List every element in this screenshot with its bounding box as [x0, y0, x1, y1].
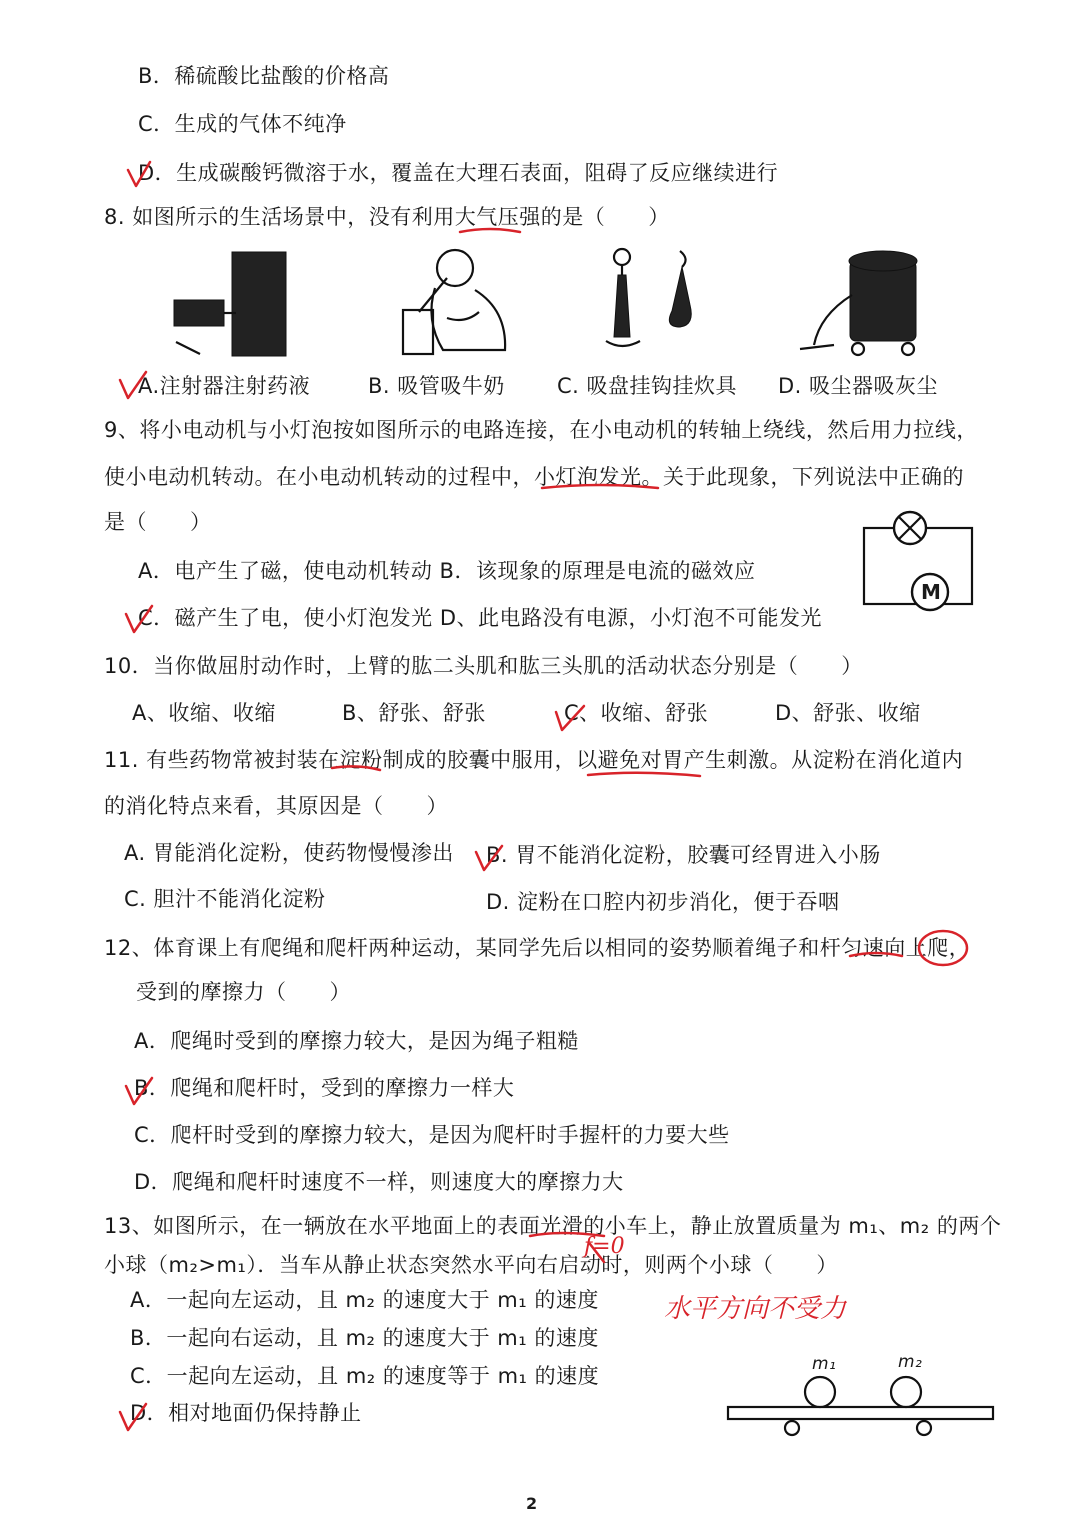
q10-stem: 10．当你做屈肘动作时，上臂的肱二头肌和肱三头肌的活动状态分别是（ ）: [104, 654, 863, 678]
q10-option-d: D、舒张、收缩: [775, 701, 921, 725]
q12-option-d: D．爬绳和爬杆时速度不一样，则速度大的摩擦力大: [134, 1170, 624, 1194]
q13-line-1: 13、如图所示，在一辆放在水平地面上的表面光滑的小车上，静止放置质量为 m₁、m₂ 的两个: [104, 1214, 1002, 1238]
q8-option-a: A.注射器注射药液: [138, 374, 311, 398]
q11-option-a: A. 胃能消化淀粉，使药物慢慢渗出: [124, 841, 454, 865]
q13-option-b: B．一起向右运动，且 m₂ 的速度大于 m₁ 的速度: [130, 1326, 599, 1350]
q12-line-1: 12、体育课上有爬绳和爬杆两种运动，某同学先后以相同的姿势顺着绳子和杆匀速向上爬，: [104, 936, 971, 960]
q9-options-ab: A．电产生了磁，使电动机转动 B．该现象的原理是电流的磁效应: [138, 559, 756, 583]
q10-option-a: A、收缩、收缩: [132, 701, 276, 725]
q12-option-c: C．爬杆时受到的摩擦力较大，是因为爬杆时手握杆的力要大些: [134, 1123, 730, 1147]
q7-option-d: D．生成碳酸钙微溶于水，覆盖在大理石表面，阻碍了反应继续进行: [138, 161, 779, 185]
q11-line-1: 11. 有些药物常被封装在淀粉制成的胶囊中服用，以避免对胃产生刺激。从淀粉在消化道内: [104, 748, 964, 772]
q13-option-a: A．一起向左运动，且 m₂ 的速度大于 m₁ 的速度: [130, 1288, 599, 1312]
q13-option-d: D．相对地面仍保持静止: [130, 1401, 362, 1425]
q11-option-b: B. 胃不能消化淀粉，胶囊可经胃进入小肠: [486, 843, 881, 867]
q10-option-c: C、收缩、舒张: [564, 701, 709, 725]
q13-option-c: C．一起向左运动，且 m₂ 的速度等于 m₁ 的速度: [130, 1364, 600, 1388]
q11-option-d: D. 淀粉在口腔内初步消化，便于吞咽: [486, 890, 840, 914]
q12-option-a: A．爬绳时受到的摩擦力较大，是因为绳子粗糙: [134, 1029, 579, 1053]
q9-line-2: 使小电动机转动。在小电动机转动的过程中，小灯泡发光。关于此现象，下列说法中正确的: [104, 465, 964, 489]
handwritten-note: 水平方向不受力: [664, 1294, 847, 1324]
q11-line-2: 的消化特点来看，其原因是（ ）: [104, 794, 448, 818]
q9-line-1: 9、将小电动机与小灯泡按如图所示的电路连接，在小电动机的转轴上绕线，然后用力拉线，: [104, 418, 978, 442]
q11-option-c: C. 胆汁不能消化淀粉: [124, 887, 326, 911]
q12-option-b: B．爬绳和爬杆时，受到的摩擦力一样大: [134, 1076, 515, 1100]
ball-m1-label: m₁: [812, 1354, 837, 1374]
q9-line-3: 是（ ）: [104, 510, 212, 534]
q8-option-b: B. 吸管吸牛奶: [368, 374, 505, 398]
q9-options-cd: C．磁产生了电，使小灯泡发光 D、此电路没有电源，小灯泡不可能发光: [138, 606, 823, 630]
page-number: 2: [526, 1494, 538, 1513]
q13-line-2: 小球（m₂>m₁）．当车从静止状态突然水平向右启动时，则两个小球（ ）: [104, 1253, 838, 1277]
ball-m2-label: m₂: [898, 1352, 923, 1372]
q7-option-c: C．生成的气体不纯净: [138, 112, 347, 136]
handwritten-f-zero: f=0: [584, 1234, 625, 1259]
q8-option-c: C. 吸盘挂钩挂炊具: [557, 374, 738, 398]
q7-option-b: B．稀硫酸比盐酸的价格高: [138, 64, 390, 88]
motor-label: M: [921, 580, 942, 604]
q8-stem: 8. 如图所示的生活场景中，没有利用大气压强的是（ ）: [104, 205, 670, 229]
q10-option-b: B、舒张、舒张: [342, 701, 486, 725]
q12-line-2: 受到的摩擦力（ ）: [136, 980, 351, 1004]
q8-option-d: D. 吸尘器吸灰尘: [778, 374, 939, 398]
